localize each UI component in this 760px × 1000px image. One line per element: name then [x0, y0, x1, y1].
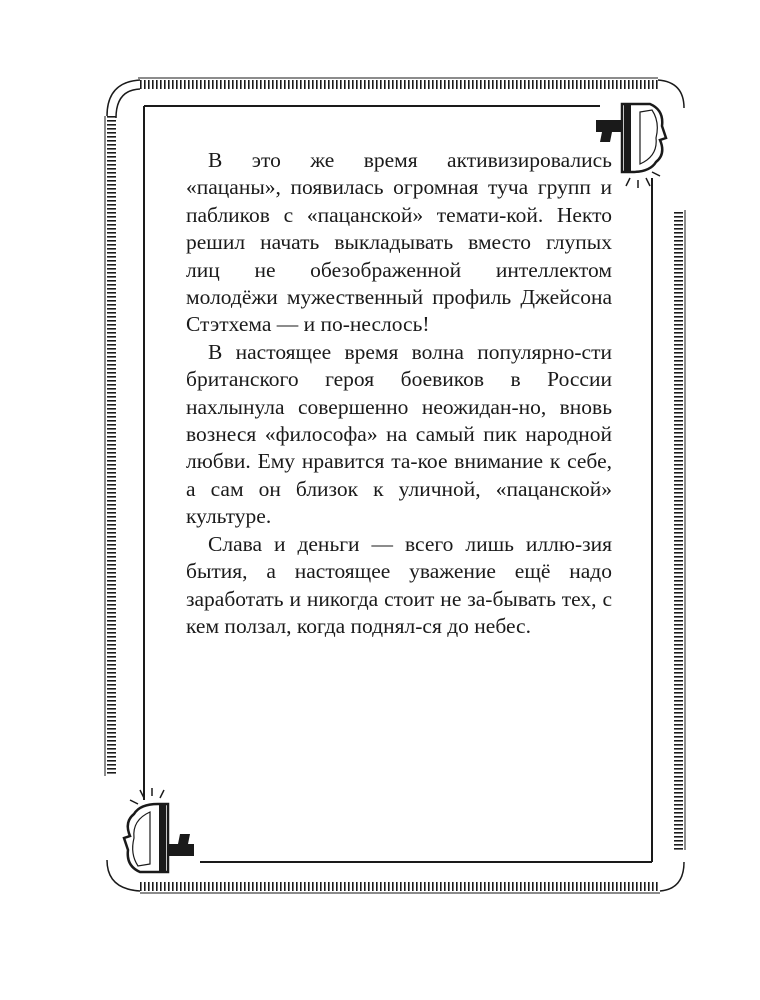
paragraph: В это же время активизировались «пацаны», появилась огромная туча групп и пабликов с «пацанской» темати-кой. Некто решил начать выкладывать вместо глупых лиц не обезображенной интеллектом молодёжи мужественный профиль Джейсона Стэтхема — и по-неслось! [186, 148, 612, 337]
paragraph: В настоящее время волна популярно-сти британского героя боевиков в России нахлынула совершенно неожидан-но, вновь вознеся «философа» на самый пик народной любви. Ему нравится та-кое внимание к себе, а сам он близок к уличной, «пацанской» культуре. [186, 339, 612, 529]
body-text [186, 147, 612, 640]
head-silhouette-with-gun-icon [124, 788, 194, 872]
border-hatch-right [674, 210, 685, 850]
paragraph: Слава и деньги — всего лишь иллю-зия бытия, а настоящее уважение ещё надо заработать и никогда стоит не за-бывать тех, с кем ползал, когда поднял-ся до небес. [186, 531, 612, 638]
border-hatch-bottom [140, 882, 660, 893]
border-hatch-left [105, 116, 116, 776]
border-hatch-top [138, 78, 658, 89]
